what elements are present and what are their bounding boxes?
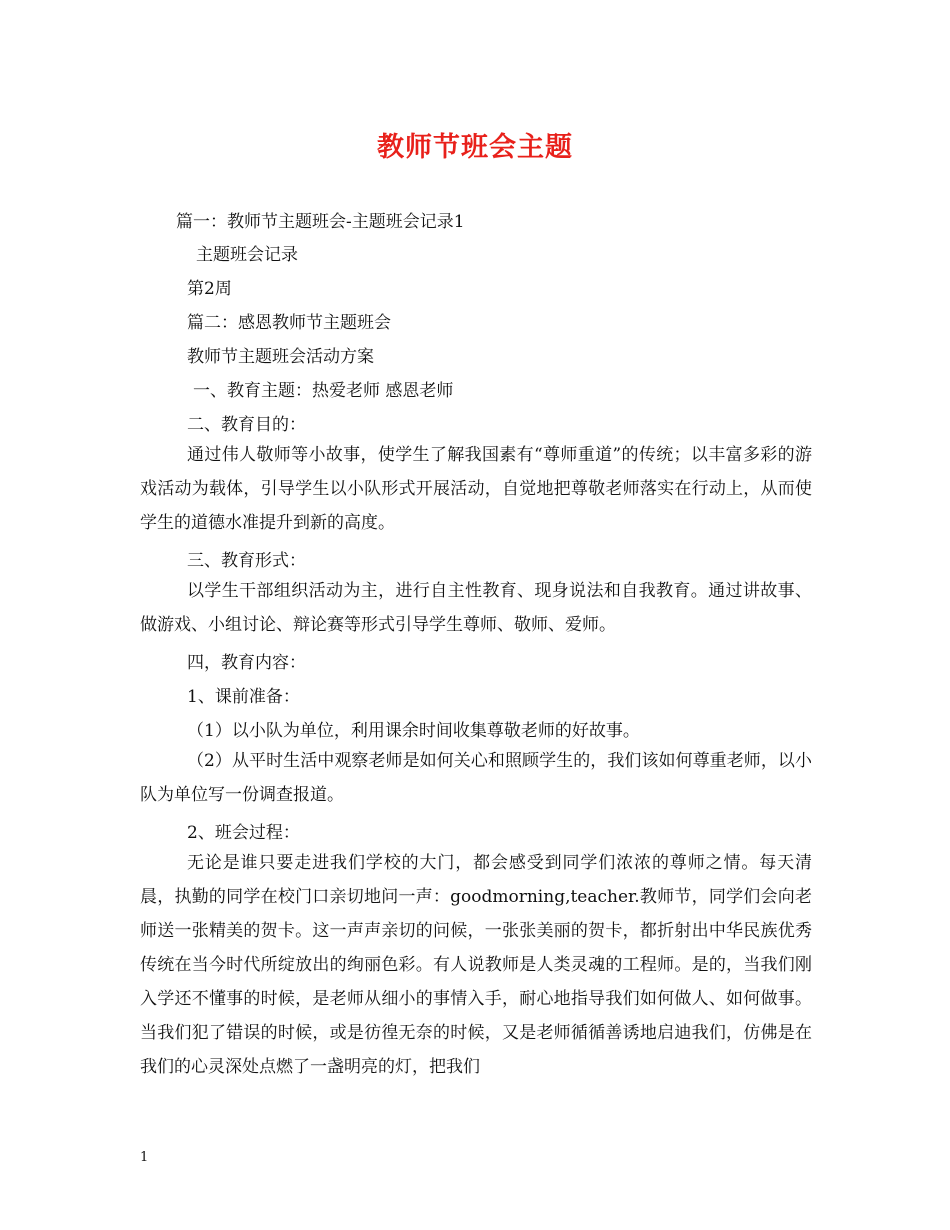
education-form-heading: 三、教育形式： bbox=[187, 551, 306, 571]
preparation-item-1: （1）以小队为单位，利用课余时间收集尊敬老师的好故事。 bbox=[187, 721, 640, 741]
process-paragraph: 无论是谁只要走进我们学校的大门，都会感受到同学们浓浓的尊师之情。每天清晨，执勤的同学在校门口亲切地问一声：goodmorning,teacher.教师节，同学们会向老师送一张精美的贺卡。这一声声亲切的问候，一张张美丽的贺卡，都折射出中华民族优秀传统在当今时代所绽放出的绚丽色彩。有人说教师是人类灵魂的工程师。是的，当我们刚入学还不懂事的时候，是老师从细小的事情入手，耐心地指导我们如何做人、如何做事。当我们犯了错误的时候，或是彷徨无奈的时候，又是老师循循善诱地启迪我们，仿佛是在我们的心灵深处点燃了一盏明亮的灯，把我们 bbox=[140, 853, 812, 1077]
preparation-item-2: （2）从平时生活中观察老师是如何关心和照顾学生的，我们该如何尊重老师，以小队为单位写一份调查报道。 bbox=[140, 751, 812, 805]
purpose-paragraph: 通过伟人敬师等小故事，使学生了解我国素有“尊师重道”的传统；以丰富多彩的游戏活动为载体，引导学生以小队形式开展活动，自觉地把尊敬老师落实在行动上，从而使学生的道德水准提升到新的高度。 bbox=[140, 445, 812, 533]
plan-title: 教师节主题班会活动方案 bbox=[187, 347, 374, 367]
preparation-heading: 1、课前准备： bbox=[187, 687, 300, 707]
document-title: 教师节班会主题 bbox=[377, 132, 573, 163]
week-label: 第2周 bbox=[187, 279, 232, 299]
page-number: 1 bbox=[140, 1150, 149, 1165]
education-purpose-heading: 二、教育目的： bbox=[187, 415, 306, 435]
section-heading-1: 篇一：教师节主题班会-主题班会记录1 bbox=[176, 212, 465, 232]
class-process-heading: 2、班会过程： bbox=[187, 823, 300, 843]
education-theme: 一、教育主题：热爱老师 感恩老师 bbox=[193, 381, 454, 401]
section-heading-2: 篇二：感恩教师节主题班会 bbox=[187, 313, 391, 333]
form-paragraph: 以学生干部组织活动为主，进行自主性教育、现身说法和自我教育。通过讲故事、做游戏、小组讨论、辩论赛等形式引导学生尊师、敬师、爱师。 bbox=[140, 581, 812, 635]
subheading-record: 主题班会记录 bbox=[196, 245, 298, 265]
education-content-heading: 四，教育内容： bbox=[187, 653, 306, 673]
